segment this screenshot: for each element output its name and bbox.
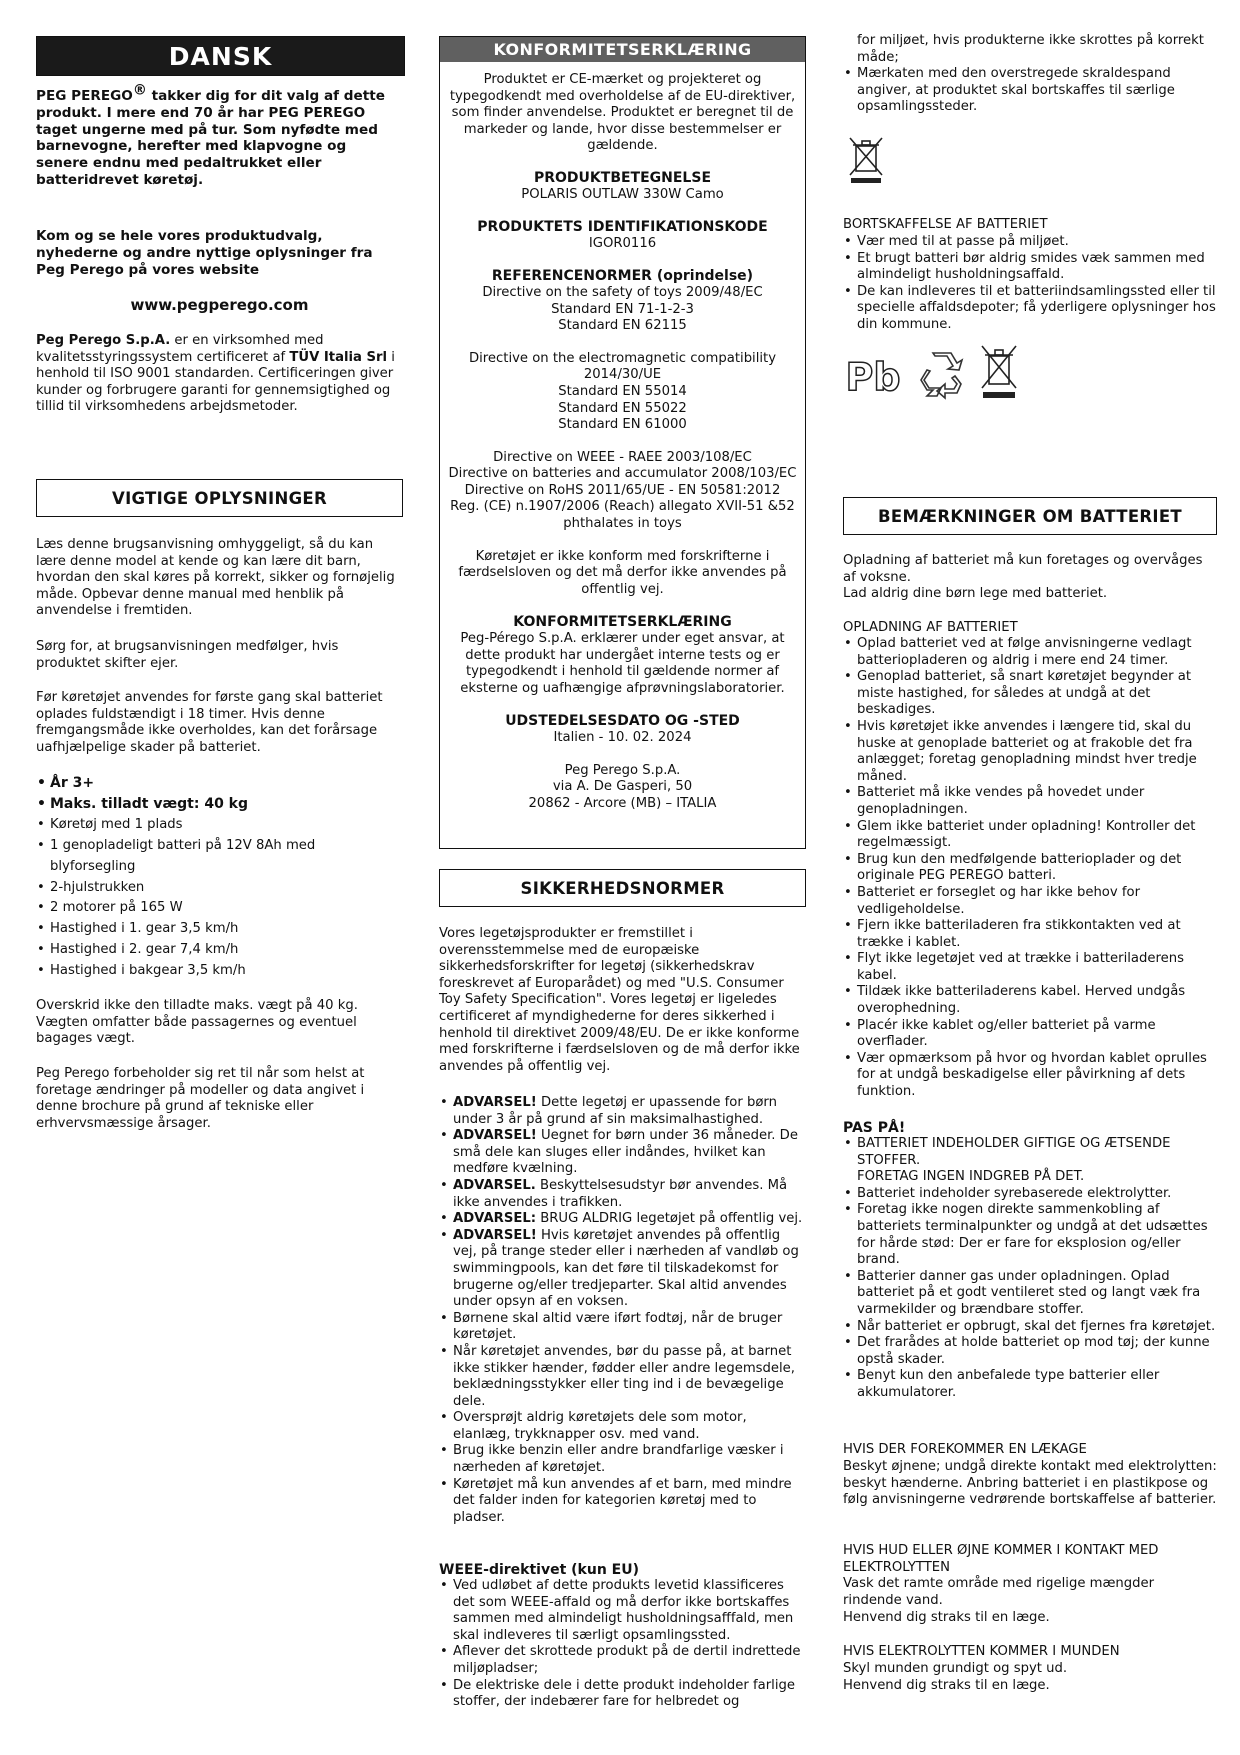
spec-age: • År 3+ [36,773,403,794]
list-item: • 2-hjulstrukken [36,878,403,899]
weee-continued-list [843,66,1217,116]
product-id-value: IGOR0116 [588,235,657,251]
list-item: • Genoplad batteriet, så snart køretøjet begynder at miste hastighed, for således at undgå at det beskadiges. [843,669,1217,719]
issue-value: Italien - 10. 02. 2024 [553,730,692,745]
declaration-heading: KONFORMITETSERKLÆRING [513,614,732,631]
list-item: • Det frarådes at holde batteriet op mod tøj; der kunne opstå skader. [843,1335,1217,1368]
norm-line: 2014/30/UE [583,367,662,383]
caution-heading: PAS PÅ! [843,1120,906,1136]
norm-line: Reg. (CE) n.1907/2006 (Reach) allegato XVII-51 &52 [450,499,795,515]
battery-notes-p1: Opladning af batteriet må kun foretages og overvåges af voksne. [843,553,1203,585]
spec-list [36,773,403,982]
list-item: • Hastighed i bakgear 3,5 km/h [36,961,403,982]
recycle-icon [915,348,967,400]
warning-item: • ADVARSEL: BRUG ALDRIG legetøjet på offentlig vej. [439,1211,806,1228]
list-item: • Tildæk ikke batteriladerens kabel. Herved undgås overophedning. [843,984,1217,1017]
list-item: • Vær med til at passe på miljøet. [843,234,1217,251]
mouth-heading: HVIS ELEKTROLYTTEN KOMMER I MUNDEN [843,1644,1120,1659]
not-conform-text: Køretøjet er ikke konform med forskrifterne i færdselsloven og det må derfor ikke anvendes på offentlig vej. [458,548,787,597]
important-p3: Før køretøjet anvendes for første gang skal batteriet oplades fuldstændigt i 18 timer. Hvis denne fremgangsmåde ikke overholdes, kan det forårsage uafhjælpelige skader på batteriet. [36,690,383,755]
overload-paragraph: Overskrid ikke den tilladte maks. vægt på 40 kg. Vægten omfatter både passagernes og eventuel bagages vægt. [36,998,358,1047]
address-line: 20862 - Arcore (MB) – ITALIA [528,795,717,811]
list-item: • Når køretøjet anvendes, bør du passe på, at barnet ikke stikker hænder, fødder eller andre legemsdele, beklædningsstykker eller ting ind i de bevægelige dele. [439,1344,806,1410]
list-item: • Foretag ikke nogen direkte sammenkobling af batteriets terminalpunkter og undgå at det udsættes for hårde stød: Der er fare for eksplosion og/eller brand. [843,1202,1217,1268]
list-item: • De elektriske dele i dette produkt indeholder farlige stoffer, der indebærer fare for helbredet og [439,1678,806,1711]
norm-line: Directive on the electromagnetic compatibility [468,350,777,366]
list-item: • Hvis køretøjet ikke anvendes i længere tid, skal du huske at genoplade batteriet og at frakoble det fra anlægget; foretag genopladning mindst hver tredje måned. [843,719,1217,785]
norm-line: Standard EN 55014 [558,383,687,399]
list-item: • De kan indleveres til et batteriindsamlingssted eller til specielle affaldsdepoter; få yderligere oplysninger hos din kommune. [843,284,1217,334]
intro-website-paragraph: Kom og se hele vores produktudvalg, nyhederne og andre nyttige oplysninger fra Peg Perego på vores website [36,228,373,278]
important-p2: Sørg for, at brugsanvisningen medfølger, hvis produktet skifter ejer. [36,639,339,671]
warning-item: • ADVARSEL! Dette legetøj er upassende for børn under 3 år på grund af sin maksimalhastighed. [439,1095,806,1128]
warning-item: • ADVARSEL. Beskyttelsesudstyr bør anvendes. Må ikke anvendes i trafikken. [439,1178,806,1211]
address-line: via A. De Gasperi, 50 [552,779,693,795]
list-item: • 2 motorer på 165 W [36,898,403,919]
conformity-intro: Produktet er CE-mærket og projekteret og typegodkendt med overholdelse af de EU-direktiver, som finder anvendelse. Produktet er beregnet til de markeder og lande, hvor disse bestemmelser er gældende. [449,72,796,154]
norm-line: Standard EN 71-1-2-3 [551,301,694,317]
battery-notes-heading: BEMÆRKNINGER OM BATTERIET [843,497,1217,535]
mouth-text-2: Henvend dig straks til en læge. [843,1678,1050,1693]
pb-battery-icon: Pb [845,355,901,399]
conformity-heading: KONFORMITETSERKLÆRING [440,37,805,62]
skin-contact-text: Vask det ramte område med rigelige mængder rindende vand. [843,1576,1155,1608]
list-item: • 1 genopladeligt batteri på 12V 8Ah med blyforsegling [36,836,403,878]
skin-contact-text-2: Henvend dig straks til en læge. [843,1610,1050,1625]
crossed-bin-icon [979,342,1019,400]
mouth-text: Skyl munden grundigt og spyt ud. [843,1661,1068,1676]
battery-disposal-list [843,234,1217,334]
important-info-heading: VIGTIGE OPLYSNINGER [36,479,403,517]
list-item: • Køretøj med 1 plads [36,815,403,836]
certification-paragraph: Peg Perego S.p.A. er en virksomhed med kvalitetsstyringssystem certificeret af TÜV Italia Srl i henhold til ISO 9001 standarden. Certificeringen giver kunder og forbrugere garanti for gennemsigtighed og tillid til virksomhedens arbejdsmetoder. [36,333,395,415]
list-item: • Brug kun den medfølgende batterioplader og det originale PEG PEREGO batteri. [843,852,1217,885]
address-line: Peg Perego S.p.A. [564,762,681,778]
list-item: • Batterier danner gas under opladningen. Oplad batteriet på et godt ventileret sted og langt væk fra varmekilder og brændbare stoffer. [843,1269,1217,1319]
list-item: • Oversprøjt aldrig køretøjets dele som motor, elanlæg, trykknapper osv. med vand. [439,1410,806,1443]
list-item: • Glem ikke batteriet under opladning! Kontroller det regelmæssigt. [843,819,1217,852]
warning-item: • ADVARSEL! Hvis køretøjet anvendes på offentlig vej, på trange steder eller i nærheden af vandløb og swimmingpools, kan det føre til tilskadekomst for brugerne og/eller tredjeparter. Skal altid anvendes under opsyn af en voksen. [439,1228,806,1311]
safety-heading: SIKKERHEDSNORMER [439,869,806,907]
norm-line: Standard EN 62115 [558,318,687,334]
list-item: • Køretøjet må kun anvendes af et barn, med mindre det falder inden for kategorien køretøj med to pladser. [439,1477,806,1527]
list-item: • Vær opmærksom på hvor og hvordan kablet oprulles for at undgå beskadigelse eller påvirkning af dets funktion. [843,1051,1217,1101]
list-item: • Benyt kun den anbefalede type batterier eller akkumulatorer. [843,1368,1217,1401]
charging-heading: OPLADNING AF BATTERIET [843,620,1018,635]
list-item: • Hastighed i 1. gear 3,5 km/h [36,919,403,940]
issue-heading: UDSTEDELSESDATO OG -STED [505,713,740,730]
list-item: • Når batteriet er opbrugt, skal det fjernes fra køretøjet. [843,1319,1217,1336]
skin-contact-heading: HVIS HUD ELLER ØJNE KOMMER I KONTAKT MED ELEKTROLYTTEN [843,1543,1159,1575]
product-name-value: POLARIS OUTLAW 330W Camo [521,186,724,202]
website-link[interactable]: www.pegperego.com [130,296,309,314]
norm-line: Directive on WEEE - RAEE 2003/108/EC [493,449,752,465]
weee-list [439,1578,806,1711]
battery-notes-p2: Lad aldrig dine børn lege med batteriet. [843,586,1108,601]
norm-line: Directive on RoHS 2011/65/UE - EN 50581:2012 [464,482,781,498]
weee-continued: for miljøet, hvis produkterne ikke skrottes på korrekt måde; [857,33,1204,65]
leak-heading: HVIS DER FOREKOMMER EN LÆKAGE [843,1442,1087,1457]
list-item: • Fjern ikke batteriladeren fra stikkontakten ved at trække i kablet. [843,918,1217,951]
list-item: • Batteriet er forseglet og har ikke behov for vedligeholdelse. [843,885,1217,918]
conformity-content [440,62,805,812]
list-item: • Batteriet indeholder syrebaserede elektrolytter. [843,1186,1217,1203]
list-item: • Aflever det skrottede produkt på de dertil indrettede miljøpladser; [439,1644,806,1677]
norm-line: Directive on batteries and accumulator 2008/103/EC [448,466,797,482]
product-name-heading: PRODUKTBETEGNELSE [533,169,712,186]
intro-paragraph: PEG PEREGO® takker dig for dit valg af dette produkt. I mere end 70 år har PEG PEREGO taget ungerne med på tur. Som nyfødte med barnevogne, herefter med klapvogne og senere endnu med pedaltrukket eller batteridrevet køretøj. [36,82,385,188]
list-item: • Mærkaten med den overstregede skraldespand angiver, at produktet skal bortskaffes til særlige opsamlingssteder. [843,66,1217,116]
language-title: DANSK [36,36,405,76]
list-item: • Brug ikke benzin eller andre brandfarlige væsker i nærheden af køretøjet. [439,1443,806,1476]
norm-line: phthalates in toys [563,516,682,532]
reference-norms-heading: REFERENCENORMER (oprindelse) [491,268,754,285]
important-p1: Læs denne brugsanvisning omhyggeligt, så du kan lære denne model at kende og kan lære dit barn, hvordan den skal køres på korrekt, sikker og fornøjelig måde. Opbevar denne manual med henblik på anvendelse i fremtiden. [36,537,395,619]
declaration-text: Peg-Pérego S.p.A. erklærer under eget ansvar, at dette produkt har undergået interne tests og er typegodkendt i henhold til gældende normer af eksterne og uafhængige afprøvningslaboratorier. [460,631,785,696]
reserve-paragraph: Peg Perego forbeholder sig ret til når som helst at foretage ændringer på modeller og data angivet i denne brochure på grund af tekniske eller erhvervsmæssige årsager. [36,1066,365,1131]
list-item: • Hastighed i 2. gear 7,4 km/h [36,940,403,961]
norm-line: Directive on the safety of toys 2009/48/EC [482,284,763,300]
spec-max-weight: • Maks. tilladt vægt: 40 kg [36,794,403,815]
charging-list [843,636,1217,1101]
list-item: • Ved udløbet af dette produkts levetid klassificeres det som WEEE-affald og må derfor ikke bortskaffes sammen med almindeligt husholdningsafffald, men skal indleveres til særligt opsamlingssted. [439,1578,806,1644]
battery-disposal-heading: BORTSKAFFELSE AF BATTERIET [843,217,1048,232]
weee-heading: WEEE-direktivet (kun EU) [439,1562,639,1578]
list-item: • Batteriet må ikke vendes på hovedet under genopladningen. [843,785,1217,818]
safety-paragraph: Vores legetøjsprodukter er fremstillet i overensstemmelse med de europæiske sikkerhedsforskrifter for legetøj (sikkerhedskrav foreskrevet af Europarådet) og med "U.S. Consumer Toy Safety Specification". Vores legetøj er ligeledes certificeret af myndighederne for deres sikkerhed i henhold til direktivet 2009/48/EU. De er ikke konforme med forskrifterne i færdselsloven og de må derfor ikke anvendes på offentlig vej. [439,926,800,1074]
product-id-heading: PRODUKTETS IDENTIFIKATIONSKODE [477,219,768,236]
caution-list [843,1136,1217,1402]
list-item: • Oplad batteriet ved at følge anvisningerne vedlagt batteriopladeren og aldrig i mere end 24 timer. [843,636,1217,669]
list-item: • Flyt ikke legetøjet ved at trække i batteriladerens kabel. [843,951,1217,984]
list-item: • BATTERIET INDEHOLDER GIFTIGE OG ÆTSENDE STOFFER. FORETAG INGEN INDGREB PÅ DET. [843,1136,1217,1186]
norm-line: Standard EN 61000 [558,417,687,433]
leak-text: Beskyt øjnene; undgå direkte kontakt med elektrolytten: beskyt hænderne. Anbring batteriet i en plastikpose og følg anvisningerne vedrørende bortskaffelse af batterier. [843,1459,1217,1508]
list-item: • Placér ikke kablet og/eller batteriet på varme overflader. [843,1018,1217,1051]
warning-item: • ADVARSEL! Uegnet for børn under 36 måneder. De små dele kan sluges eller indåndes, hvilket kan medføre kvælning. [439,1128,806,1178]
conformity-box [439,36,806,849]
list-item: • Et brugt batteri bør aldrig smides væk sammen med almindeligt husholdningsaffald. [843,251,1217,284]
safety-list [439,1095,806,1526]
norm-line: Standard EN 55022 [558,400,687,416]
crossed-bin-icon [847,135,885,185]
list-item: • Børnene skal altid være iført fodtøj, når de bruger køretøjet. [439,1311,806,1344]
